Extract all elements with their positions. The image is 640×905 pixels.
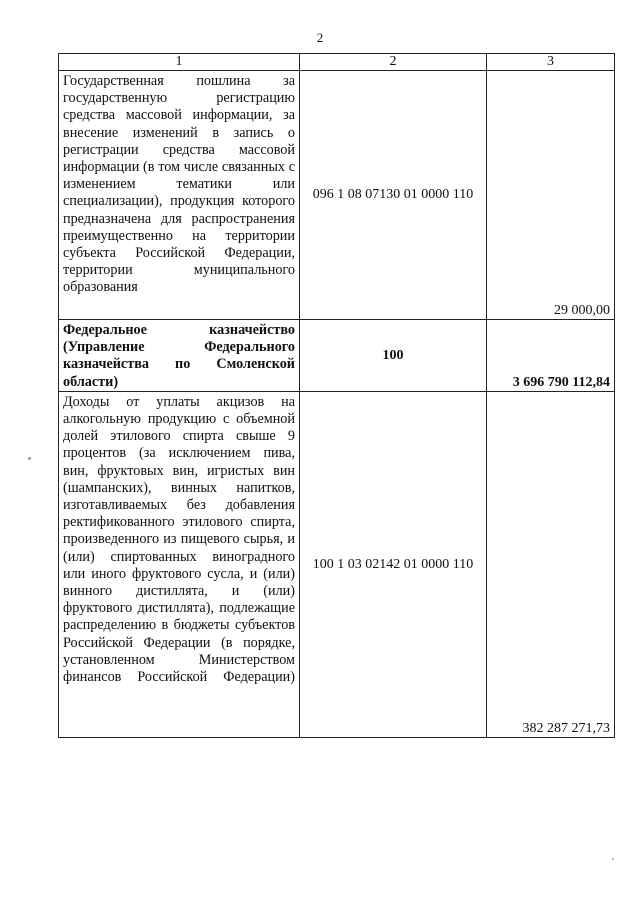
row-code: 100 1 03 02142 01 0000 110 xyxy=(300,391,487,737)
table-header-row xyxy=(59,54,615,71)
row-description xyxy=(59,391,300,737)
row-description xyxy=(59,320,300,392)
row-code: 096 1 08 07130 01 0000 110 xyxy=(300,71,487,320)
row-description xyxy=(59,71,300,320)
revenue-table xyxy=(58,53,615,738)
table-row xyxy=(59,391,615,737)
row-amount: 3 696 790 112,84 xyxy=(487,320,615,392)
row-code: 100 xyxy=(300,320,487,392)
row-description-text: Федеральное казначейство (Управление Федерального казначейства по Смоленской области) xyxy=(63,322,295,390)
scan-speck xyxy=(28,457,31,460)
row-amount: 29 000,00 xyxy=(487,71,615,320)
row-description-text: Государственная пошлина за государственную регистрацию средства массовой информации, за внесение изменений в запись о регистрации средства массовой информации (в том числе связанных с изменением тематики или специализации), продукция которого предназначена для распространения преимущественно на территории субъекта Российской Федерации, территории муниципального образования xyxy=(63,73,295,296)
page-number: 2 xyxy=(316,30,324,45)
table-row xyxy=(59,71,615,320)
row-description-text: Доходы от уплаты акцизов на алкогольную продукцию с объемной долей этилового спирта свыше 9 процентов (за исключением пива, вин, фруктовых вин, игристых вин (шампанских), винных напитков, изготавливаемых без добавления ректификованного этилового спирта, произведенного из пищевого сырья, и (или) спиртованных виноградного или иного фруктового сусла, и (или) винного дистиллята, и (или) фруктового дистиллята), подлежащие распределению в бюджеты субъектов Российской Федерации (в порядке, установленном Министерством финансов Российской Федерации) xyxy=(63,393,295,686)
column-header-2: 2 xyxy=(300,54,487,71)
column-header-1: 1 xyxy=(59,54,300,71)
scan-speck xyxy=(612,858,614,860)
table-row xyxy=(59,320,615,392)
column-header-3: 3 xyxy=(487,54,615,71)
row-amount: 382 287 271,73 xyxy=(487,391,615,737)
